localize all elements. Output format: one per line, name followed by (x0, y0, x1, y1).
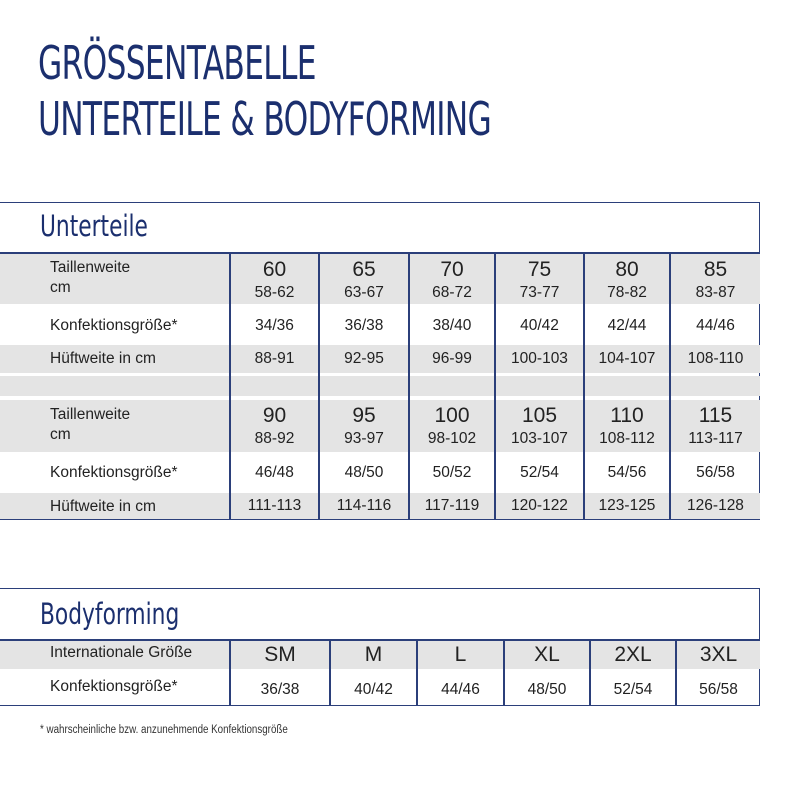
waist-range-cell: 83-87 (695, 284, 736, 301)
hip-cell: 104-107 (598, 350, 656, 367)
international-size-cell: 2XL (614, 643, 652, 666)
konfektion-cell: 42/44 (607, 317, 647, 334)
hip-cell: 123-125 (598, 497, 656, 514)
waist-size-cell: 70 (440, 258, 464, 281)
konfektion-cell: 48/50 (527, 681, 567, 698)
konfektion-cell: 50/52 (432, 464, 472, 481)
konfektion-cell: 40/42 (520, 317, 559, 334)
waist-range-cell: 93-97 (344, 430, 384, 447)
hip-cell: 117-119 (424, 497, 480, 514)
konfektion-cell: 36/38 (344, 317, 384, 334)
waist-size-cell: 105 (521, 404, 558, 427)
waist-range-cell: 98-102 (427, 430, 477, 447)
waist-size-cell: 100 (434, 404, 470, 427)
konfektion-label: Konfektionsgröße* (50, 678, 178, 695)
waist-range-cell: 108-112 (599, 430, 655, 447)
waist-size-cell: 110 (610, 404, 644, 427)
spacer-row (0, 376, 760, 396)
hip-cell: 96-99 (432, 350, 472, 367)
konfektion-label: Konfektionsgröße* (50, 317, 178, 334)
hip-cell: 108-110 (687, 350, 744, 367)
konfektion-cell: 56/58 (699, 681, 738, 698)
waist-size-cell: 65 (352, 258, 376, 281)
waist-range-cell: 88-92 (254, 430, 295, 447)
konfektion-cell: 36/38 (260, 681, 300, 698)
hip-cell: 120-122 (511, 497, 568, 514)
international-size-cell: XL (534, 643, 560, 666)
konfektion-cell: 46/48 (255, 464, 294, 481)
waist-range-cell: 113-117 (688, 430, 743, 447)
waist-range-cell: 68-72 (432, 284, 472, 301)
waist-unit-label: cm (50, 426, 71, 443)
waist-size-cell: 60 (262, 258, 287, 281)
waist-label: Taillenweite (50, 406, 131, 423)
waist-range-cell: 103-107 (511, 430, 568, 447)
unterteile-heading: Unterteile (40, 209, 148, 243)
hip-label: Hüftweite in cm (50, 350, 156, 367)
waist-size-cell: 80 (615, 258, 639, 281)
hip-cell: 111-113 (247, 497, 302, 514)
page-title-line2: UNTERTEILE & BODYFORMING (38, 92, 492, 146)
konfektion-cell: 56/58 (696, 464, 735, 481)
konfektion-cell: 44/46 (441, 681, 480, 698)
hip-cell: 92-95 (344, 350, 384, 367)
waist-range-cell: 78-82 (607, 284, 647, 301)
waist-range-cell: 73-77 (519, 284, 560, 301)
international-size-cell: M (364, 643, 383, 666)
hip-cell: 126-128 (687, 497, 744, 514)
konfektion-cell: 48/50 (344, 464, 384, 481)
international-size-cell: SM (264, 643, 296, 666)
waist-size-cell: 115 (698, 404, 733, 427)
waist-range-cell: 63-67 (344, 284, 384, 301)
international-size-cell: 3XL (699, 643, 738, 666)
footnote: * wahrscheinliche bzw. anzunehmende Konfektionsgröße (40, 724, 288, 736)
konfektion-cell: 52/54 (520, 464, 559, 481)
bodyforming-heading: Bodyforming (40, 597, 180, 631)
waist-size-cell: 85 (703, 258, 728, 281)
waist-size-cell: 95 (352, 404, 376, 427)
konfektion-label: Konfektionsgröße* (50, 464, 178, 481)
konfektion-cell: 34/36 (255, 317, 294, 334)
page-title-line1: GRÖSSENTABELLE (38, 36, 316, 90)
hip-cell: 100-103 (511, 350, 568, 367)
international-label: Internationale Größe (50, 644, 193, 661)
waist-size-cell: 90 (262, 404, 287, 427)
hip-label: Hüftweite in cm (50, 498, 156, 515)
waist-label: Taillenweite (50, 259, 131, 276)
konfektion-cell: 54/56 (607, 464, 647, 481)
konfektion-cell: 38/40 (432, 317, 472, 334)
waist-unit-label: cm (50, 279, 71, 296)
waist-size-cell: 75 (527, 258, 552, 281)
waist-range-cell: 58-62 (254, 284, 295, 301)
international-size-cell: L (454, 643, 467, 666)
hip-cell: 88-91 (254, 350, 295, 367)
konfektion-cell: 40/42 (354, 681, 393, 698)
konfektion-cell: 44/46 (696, 317, 735, 334)
konfektion-cell: 52/54 (613, 681, 653, 698)
hip-cell: 114-116 (336, 497, 392, 514)
